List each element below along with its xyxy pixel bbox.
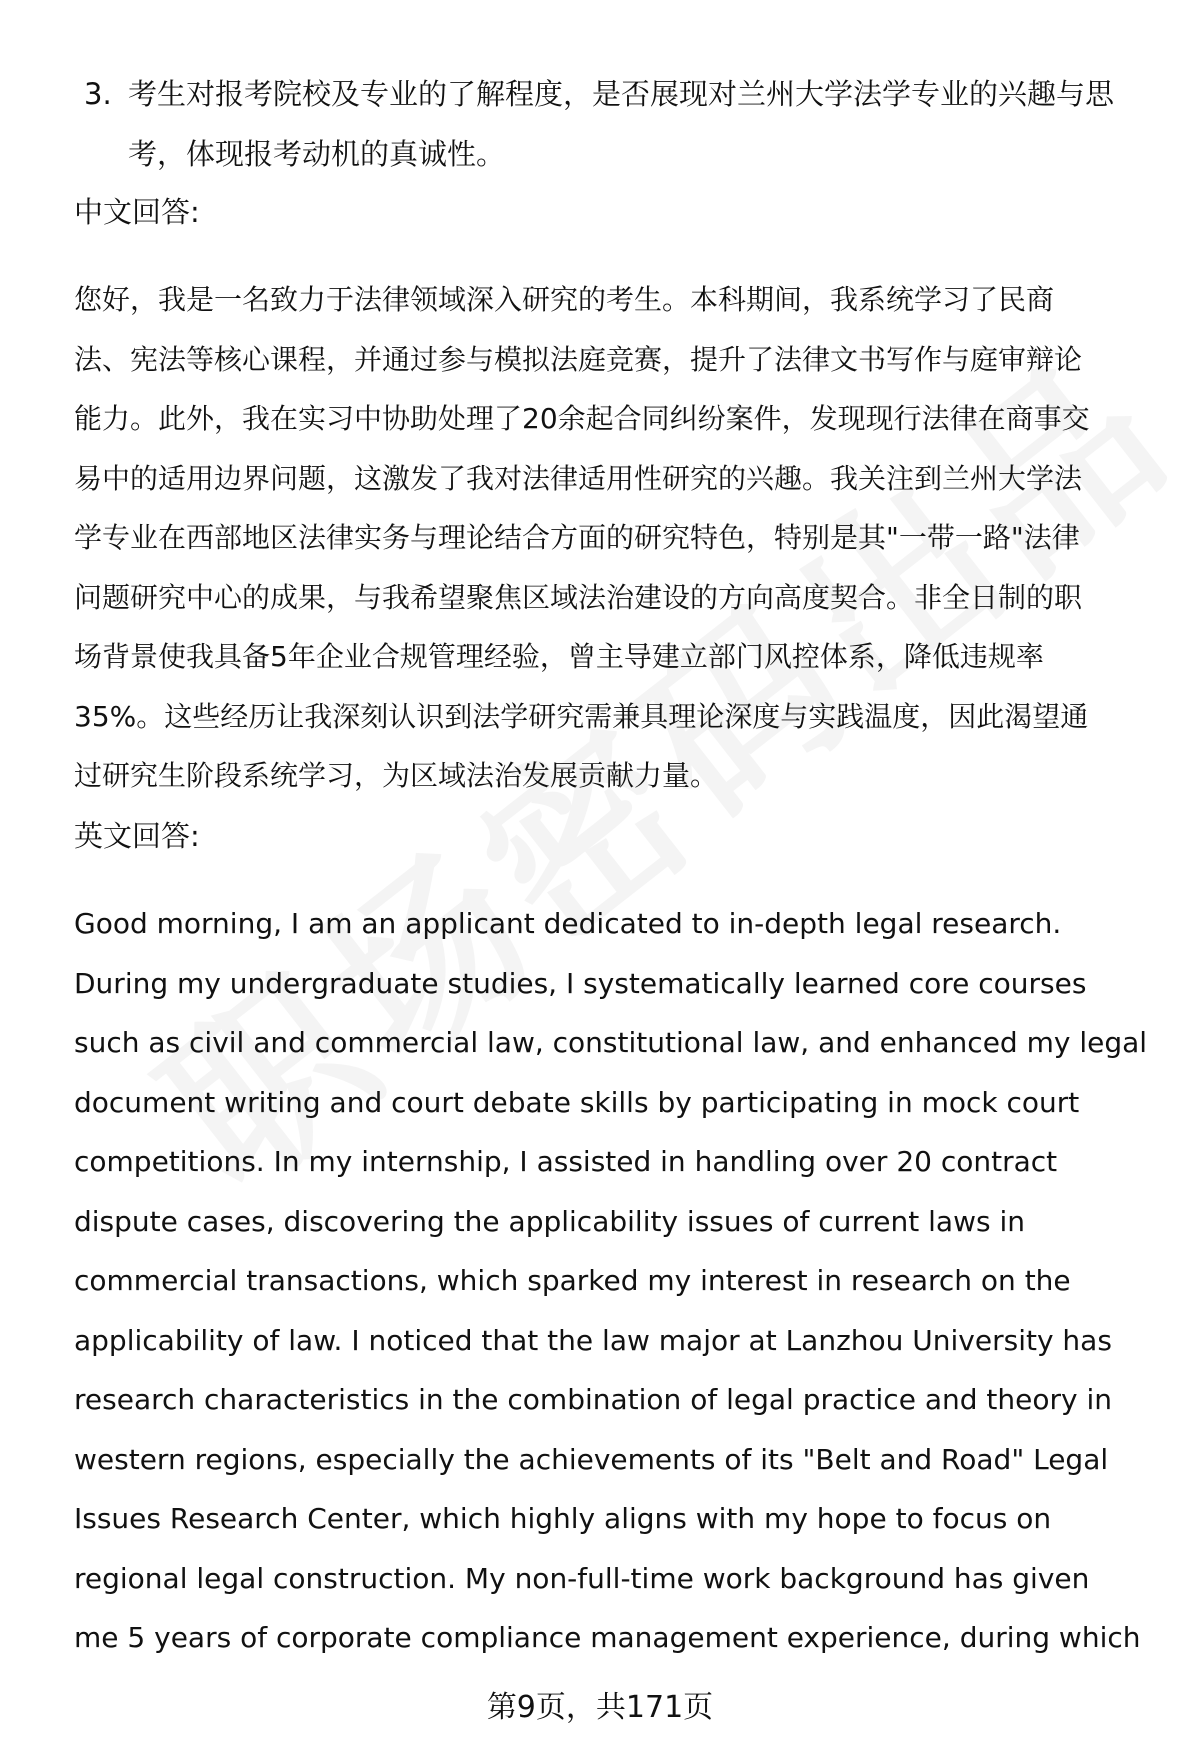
english-answer-line: Issues Research Center, which highly aligns with my hope to focus on [74, 1502, 1052, 1535]
question-number: 3. [84, 77, 112, 111]
chinese-answer-line: 您好，我是一名致力于法律领域深入研究的考生。本科期间，我系统学习了民商 [74, 283, 1055, 316]
question-line: 考生对报考院校及专业的了解程度，是否展现对兰州大学法学专业的兴趣与思 [128, 77, 1115, 111]
page-footer: 第9页，共171页 [486, 1690, 714, 1725]
english-answer-line: regional legal construction. My non-full-time work background has given [74, 1561, 1090, 1595]
english-answer-line: Good morning, I am an applicant dedicated to in-depth legal research. [74, 907, 1062, 940]
chinese-answer-line: 问题研究中心的成果，与我希望聚焦区域法治建设的方向高度契合。非全日制的职 [74, 580, 1083, 614]
chinese-answer-body [74, 270, 1154, 806]
chinese-answer-line: 学专业在西部地区法律实务与理论结合方面的研究特色，特别是其"一带一路"法律 [74, 521, 1080, 554]
english-answer-line: commercial transactions, which sparked my interest in research on the [74, 1264, 1071, 1297]
question-text [128, 64, 1144, 184]
english-answer-line: dispute cases, discovering the applicability issues of current laws in [74, 1204, 1025, 1238]
chinese-answer-line: 场背景使我具备5年企业合规管理经验，曾主导建立部门风控体系，降低违规率 [74, 640, 1044, 673]
english-answer-label: 英文回答: [74, 819, 200, 853]
english-answer-line: competitions. In my internship, I assisted in handling over 20 contract [74, 1145, 1058, 1178]
chinese-answer-line: 易中的适用边界问题，这激发了我对法律适用性研究的兴趣。我关注到兰州大学法 [74, 461, 1083, 495]
chinese-answer-label: 中文回答: [74, 195, 200, 229]
question-item-3 [84, 64, 1144, 184]
english-answer-line: applicability of law. I noticed that the law major at Lanzhou University has [74, 1323, 1112, 1357]
chinese-answer-line: 法、宪法等核心课程，并通过参与模拟法庭竞赛，提升了法律文书写作与庭审辩论 [74, 342, 1083, 376]
english-answer-line: such as civil and commercial law, constitutional law, and enhanced my legal [74, 1026, 1148, 1059]
chinese-answer-line: 35%。这些经历让我深刻认识到法学研究需兼具理论深度与实践温度，因此渴望通 [74, 699, 1089, 733]
english-answer-line: western regions, especially the achievements of its "Belt and Road" Legal [74, 1442, 1109, 1476]
english-answer-line: document writing and court debate skills by participating in mock court [74, 1085, 1080, 1119]
english-answer-line: me 5 years of corporate compliance management experience, during which [74, 1621, 1141, 1654]
chinese-answer-line: 过研究生阶段系统学习，为区域法治发展贡献力量。 [74, 759, 719, 792]
english-answer-line: research characteristics in the combination of legal practice and theory in [74, 1383, 1112, 1416]
chinese-answer-line: 能力。此外，我在实习中协助处理了20余起合同纠纷案件，发现现行法律在商事交 [74, 402, 1090, 435]
english-answer-line: During my undergraduate studies, I systematically learned core courses [74, 966, 1087, 1000]
english-answer-body [74, 894, 1154, 1668]
question-line: 考，体现报考动机的真诚性。 [128, 137, 506, 171]
